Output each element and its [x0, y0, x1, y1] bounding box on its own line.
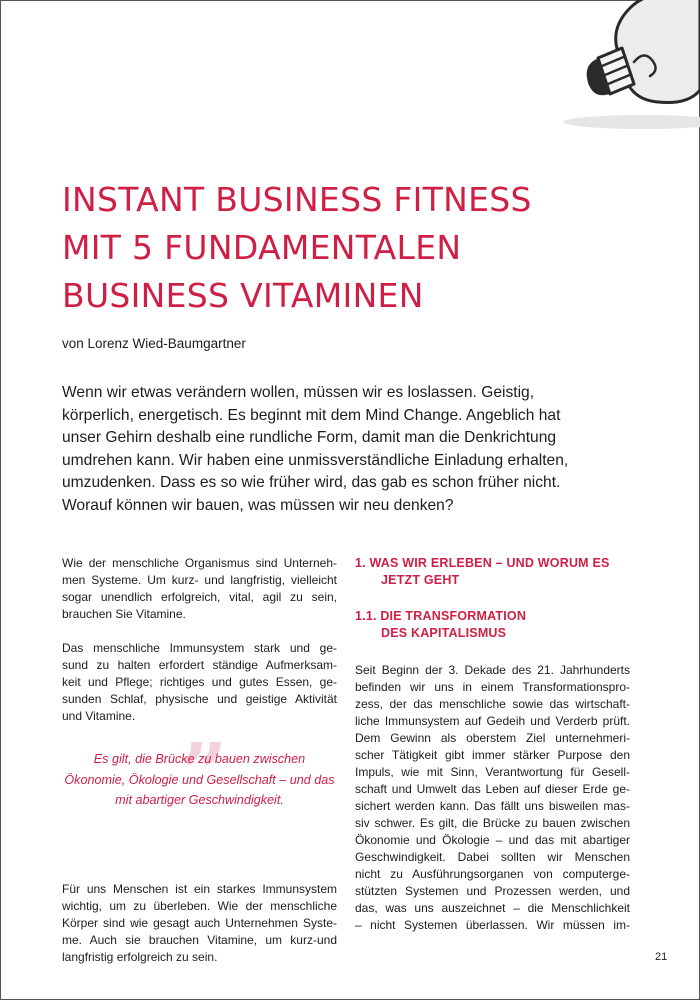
text-line: langfristig erfolgreich zu sein. — [62, 950, 218, 964]
text-line: stützten Systemen und Prozessen werden, und — [355, 884, 630, 898]
lead-line: unser Gehirn deshalb eine rundliche Form, damit man die Denkrichtung — [62, 429, 557, 447]
text-line: Impuls, wie mit Sinn, Verantwortung für Gesell- — [355, 765, 630, 779]
text-line: Seit Beginn der 3. Dekade des 21. Jahrhunderts — [355, 663, 630, 677]
heading-line: 1. WAS WIR ERLEBEN – UND WORUM ES — [355, 556, 610, 570]
text-line: – nicht Systemen überlassen. Wir müssen im- — [355, 918, 630, 932]
body-paragraph — [62, 881, 337, 966]
text-line: schaft und Umwelt das Leben auf dieser Erde ge- — [355, 782, 630, 796]
text-line: keit und Pflege; richtiges und gutes Essen, ge- — [62, 675, 337, 689]
body-paragraph — [62, 555, 337, 623]
lead-line: Worauf können wir bauen, was müssen wir neu denken? — [62, 496, 454, 514]
text-line: das, was uns auszeichnet – die Menschlichkeit — [355, 901, 630, 915]
text-line: befinden wir uns in einem Transformationspro- — [355, 680, 630, 694]
page-number: 21 — [655, 951, 668, 963]
body-paragraph — [355, 662, 630, 934]
body-paragraph — [62, 640, 337, 725]
pull-quote — [62, 726, 337, 822]
text-line: sichert werden kann. Das fällt uns bisweilen mas- — [355, 799, 630, 813]
text-line: siv schwer. Es gilt, die Brücke zu bauen zwischen — [355, 816, 630, 830]
right-column — [355, 555, 630, 934]
lead-line: umdrehen kann. Wir haben eine unmissverständliche Einladung erhalten, — [62, 451, 569, 469]
text-line: scher Tätigkeit gibt immer stärker Purpose den — [355, 748, 630, 762]
text-line: Dem Gewinn als oberstem Ziel unternehmeri- — [355, 731, 630, 745]
lead-line: umzudenken. Dass es so wie früher wird, das gab es schon früher nicht. — [62, 474, 561, 492]
title-line: INSTANT BUSINESS FITNESS — [62, 180, 532, 219]
article-title — [62, 176, 662, 320]
text-line: nicht zu Ausführungsorganen von computerge- — [355, 867, 630, 881]
text-line: brauchen Sie Vitamine. — [62, 607, 186, 621]
text-line: zess, der das menschliche sowie das wirtschaft- — [355, 697, 630, 711]
quote-line: Es gilt, die Brücke zu bauen zwischen — [93, 752, 306, 766]
left-column — [62, 555, 337, 966]
text-line: sund zu halten erfordert ständige Aufmerksam- — [62, 658, 337, 672]
text-line: me. Auch sie brauchen Vitamine, um kurz-und — [62, 933, 337, 947]
text-line: wichtig, um zu überleben. Wie der menschliche — [62, 899, 337, 913]
quote-line: Ökonomie, Ökologie und Gesellschaft – und das — [64, 772, 335, 787]
text-line: sunden Schlaf, physische und geistige Aktivität — [62, 692, 337, 706]
text-line: Ökonomie und Ökologie – und das mit abartiger — [355, 833, 630, 847]
text-line: Wie der menschliche Organismus sind Unterneh- — [62, 556, 337, 570]
heading-line: DES KAPITALISMUS — [381, 626, 507, 640]
lead-paragraph — [62, 382, 642, 518]
text-line: liche Immunsystem auf Gedeih und Verderb prüft. — [355, 714, 630, 728]
quote-line: mit abartiger Geschwindigkeit. — [115, 793, 284, 807]
lightbulb-icon — [538, 0, 700, 132]
lead-line: Wenn wir etwas verändern wollen, müssen wir es loslassen. Geistig, — [62, 384, 535, 401]
section-heading — [355, 555, 630, 589]
heading-line: JETZT GEHT — [381, 573, 460, 587]
text-line: Körper sind wie gesagt auch Unternehmen Syste- — [62, 916, 337, 930]
pull-quote-text — [62, 749, 337, 811]
text-line: Das menschliche Immunsystem stark und ge- — [62, 641, 337, 655]
text-line: und Vitamine. — [62, 709, 136, 723]
author-byline: von Lorenz Wied-Baumgartner — [62, 336, 246, 351]
title-line: MIT 5 FUNDAMENTALEN — [62, 228, 462, 267]
text-line: Für uns Menschen ist ein starkes Immunsystem — [62, 882, 337, 896]
heading-line: 1.1. DIE TRANSFORMATION — [355, 609, 527, 623]
quote-mark-icon: ” — [180, 726, 228, 822]
text-line: men Systeme. Um kurz- und langfristig, vielleicht — [62, 573, 337, 587]
lead-line: körperlich, energetisch. Es beginnt mit dem Mind Change. Angeblich hat — [62, 406, 561, 424]
subsection-heading — [355, 608, 630, 642]
text-line: sogar unendlich erfolgreich, vital, agil zu sein, — [62, 590, 337, 604]
text-line: Geschwindigkeit. Dabei sollten wir Menschen — [355, 850, 630, 864]
title-line: BUSINESS VITAMINEN — [62, 276, 424, 315]
